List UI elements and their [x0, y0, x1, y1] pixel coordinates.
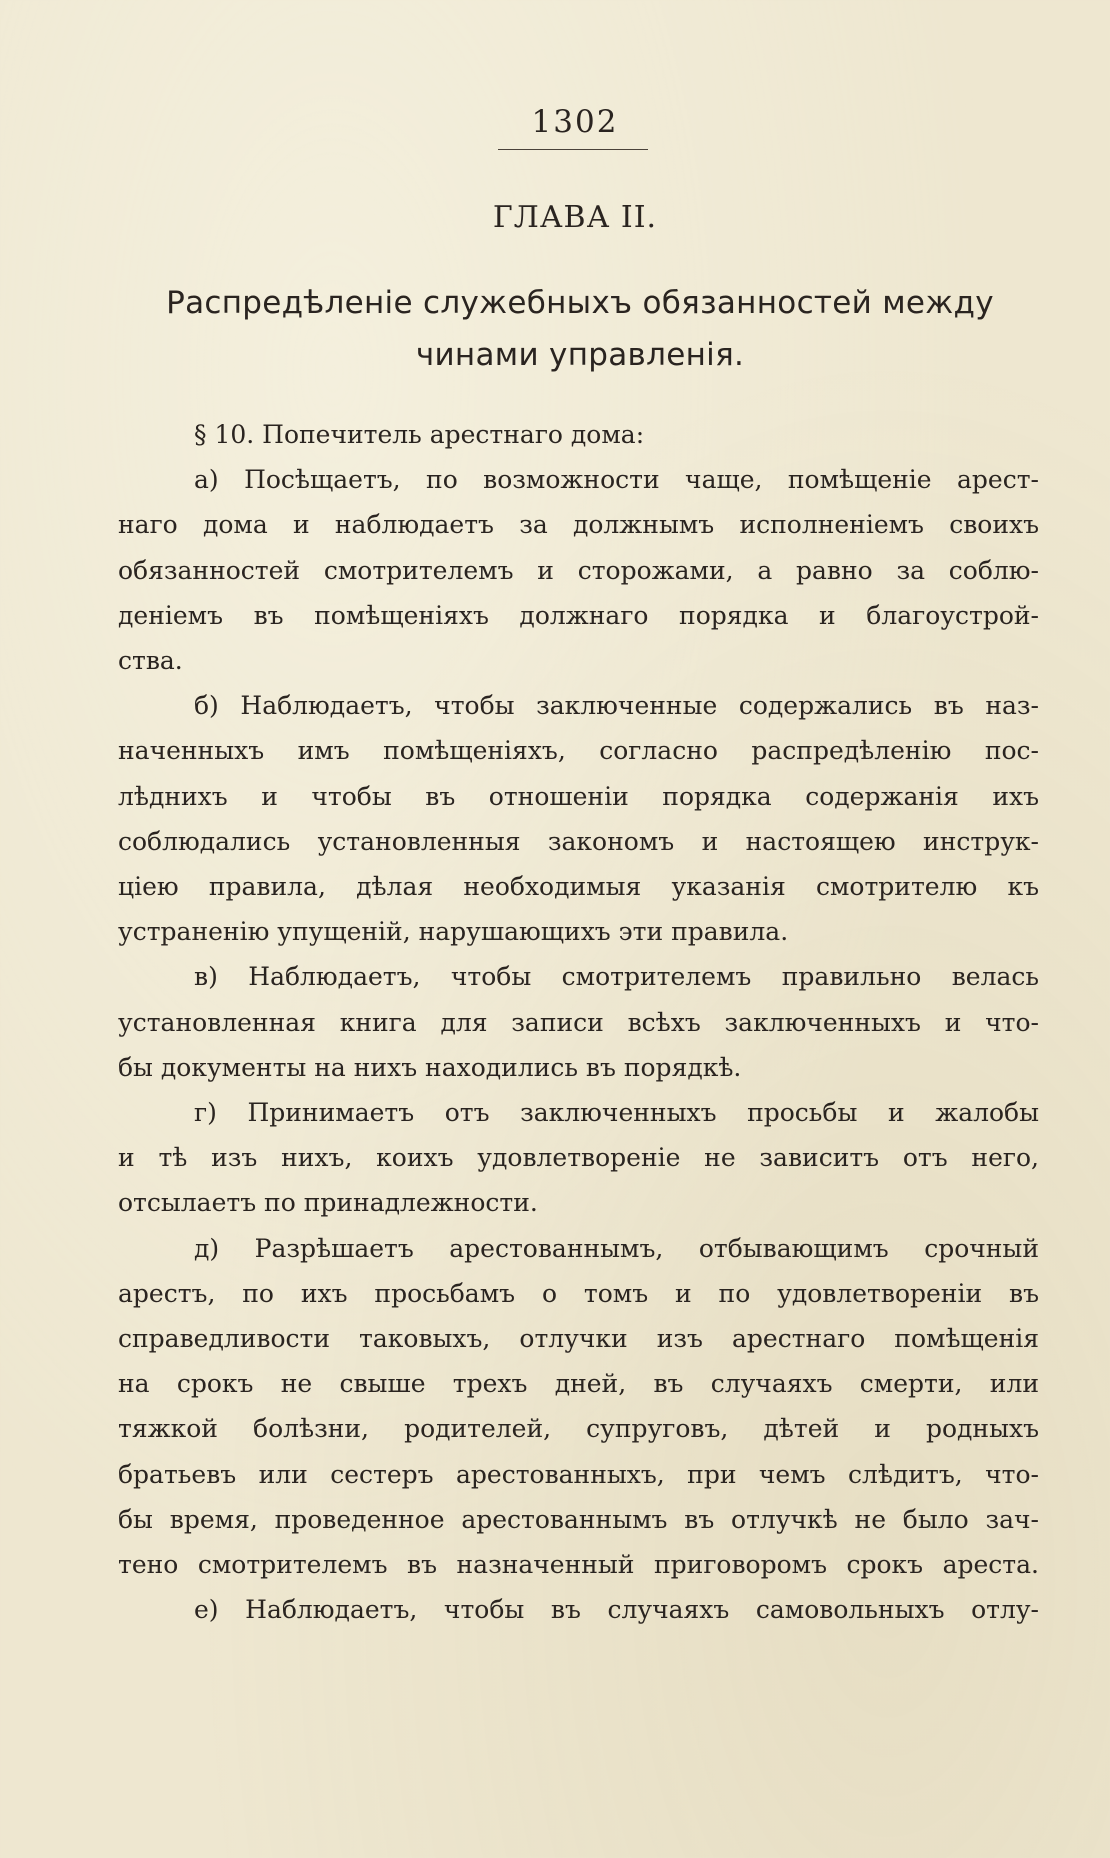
text-line: бы время, проведенное арестованнымъ въ отлучкѣ не было зач-: [118, 1504, 1039, 1534]
heading-line: чинами управленія.: [415, 337, 745, 373]
text-line: г) Принимаетъ отъ заключенныхъ просьбы и жалобы: [194, 1098, 1039, 1128]
text-line: ства.: [118, 646, 183, 676]
text-line: соблюдались установленныя закономъ и настоящею инструк-: [118, 826, 1039, 856]
text-line: ціею правила, дѣлая необходимыя указанія смотрителю къ: [118, 872, 1039, 902]
text-line: а) Посѣщаетъ, по возможности чаще, помѣщеніе арест-: [194, 465, 1039, 495]
text-line: на срокъ не свыше трехъ дней, въ случаяхъ смерти, или: [118, 1369, 1039, 1399]
page-number: 1302: [531, 104, 619, 140]
text-line: установленная книга для записи всѣхъ заключенныхъ и что-: [118, 1007, 1039, 1037]
chapter-title: ГЛАВА II.: [492, 200, 658, 235]
text-line: лѣднихъ и чтобы въ отношеніи порядка содержанія ихъ: [118, 781, 1039, 811]
text-line: справедливости таковыхъ, отлучки изъ арестнаго помѣщенія: [118, 1324, 1039, 1354]
text-line: арестъ, по ихъ просьбамъ о томъ и по удовлетвореніи въ: [118, 1278, 1039, 1308]
text-line: наго дома и наблюдаетъ за должнымъ исполненіемъ своихъ: [118, 510, 1039, 540]
text-line: тяжкой болѣзни, родителей, супруговъ, дѣтей и родныхъ: [118, 1414, 1039, 1444]
text-line: братьевъ или сестеръ арестованныхъ, при чемъ слѣдитъ, что-: [118, 1459, 1039, 1489]
heading-line: Распредѣленіе служебныхъ обязанностей между: [166, 285, 994, 321]
text-line: д) Разрѣшаетъ арестованнымъ, отбывающимъ срочный: [194, 1233, 1039, 1263]
text-line: обязанностей смотрителемъ и сторожами, а равно за соблю-: [118, 555, 1039, 585]
text-line: б) Наблюдаетъ, чтобы заключенные содержались въ наз-: [194, 691, 1039, 721]
text-line: отсылаетъ по принадлежности.: [118, 1188, 538, 1218]
body-text: [118, 412, 1039, 1632]
text-line: е) Наблюдаетъ, чтобы въ случаяхъ самовольныхъ отлу-: [194, 1595, 1039, 1625]
page-number-rule: [498, 149, 648, 150]
text-line: и тѣ изъ нихъ, коихъ удовлетвореніе не зависитъ отъ него,: [118, 1143, 1039, 1173]
section-lead: § 10. Попечитель арестнаго дома:: [194, 420, 645, 449]
text-line: устраненію упущеній, нарушающихъ эти правила.: [118, 917, 789, 947]
text-line: в) Наблюдаетъ, чтобы смотрителемъ правильно велась: [194, 962, 1039, 992]
text-line: тено смотрителемъ въ назначенный приговоромъ срокъ ареста.: [118, 1550, 1039, 1580]
section-heading: [100, 277, 1060, 381]
text-line: бы документы на нихъ находились въ порядкѣ.: [118, 1052, 742, 1082]
text-line: наченныхъ имъ помѣщеніяхъ, согласно распредѣленію пос-: [118, 736, 1039, 766]
text-line: деніемъ въ помѣщеніяхъ должнаго порядка и благоустрой-: [118, 600, 1039, 630]
